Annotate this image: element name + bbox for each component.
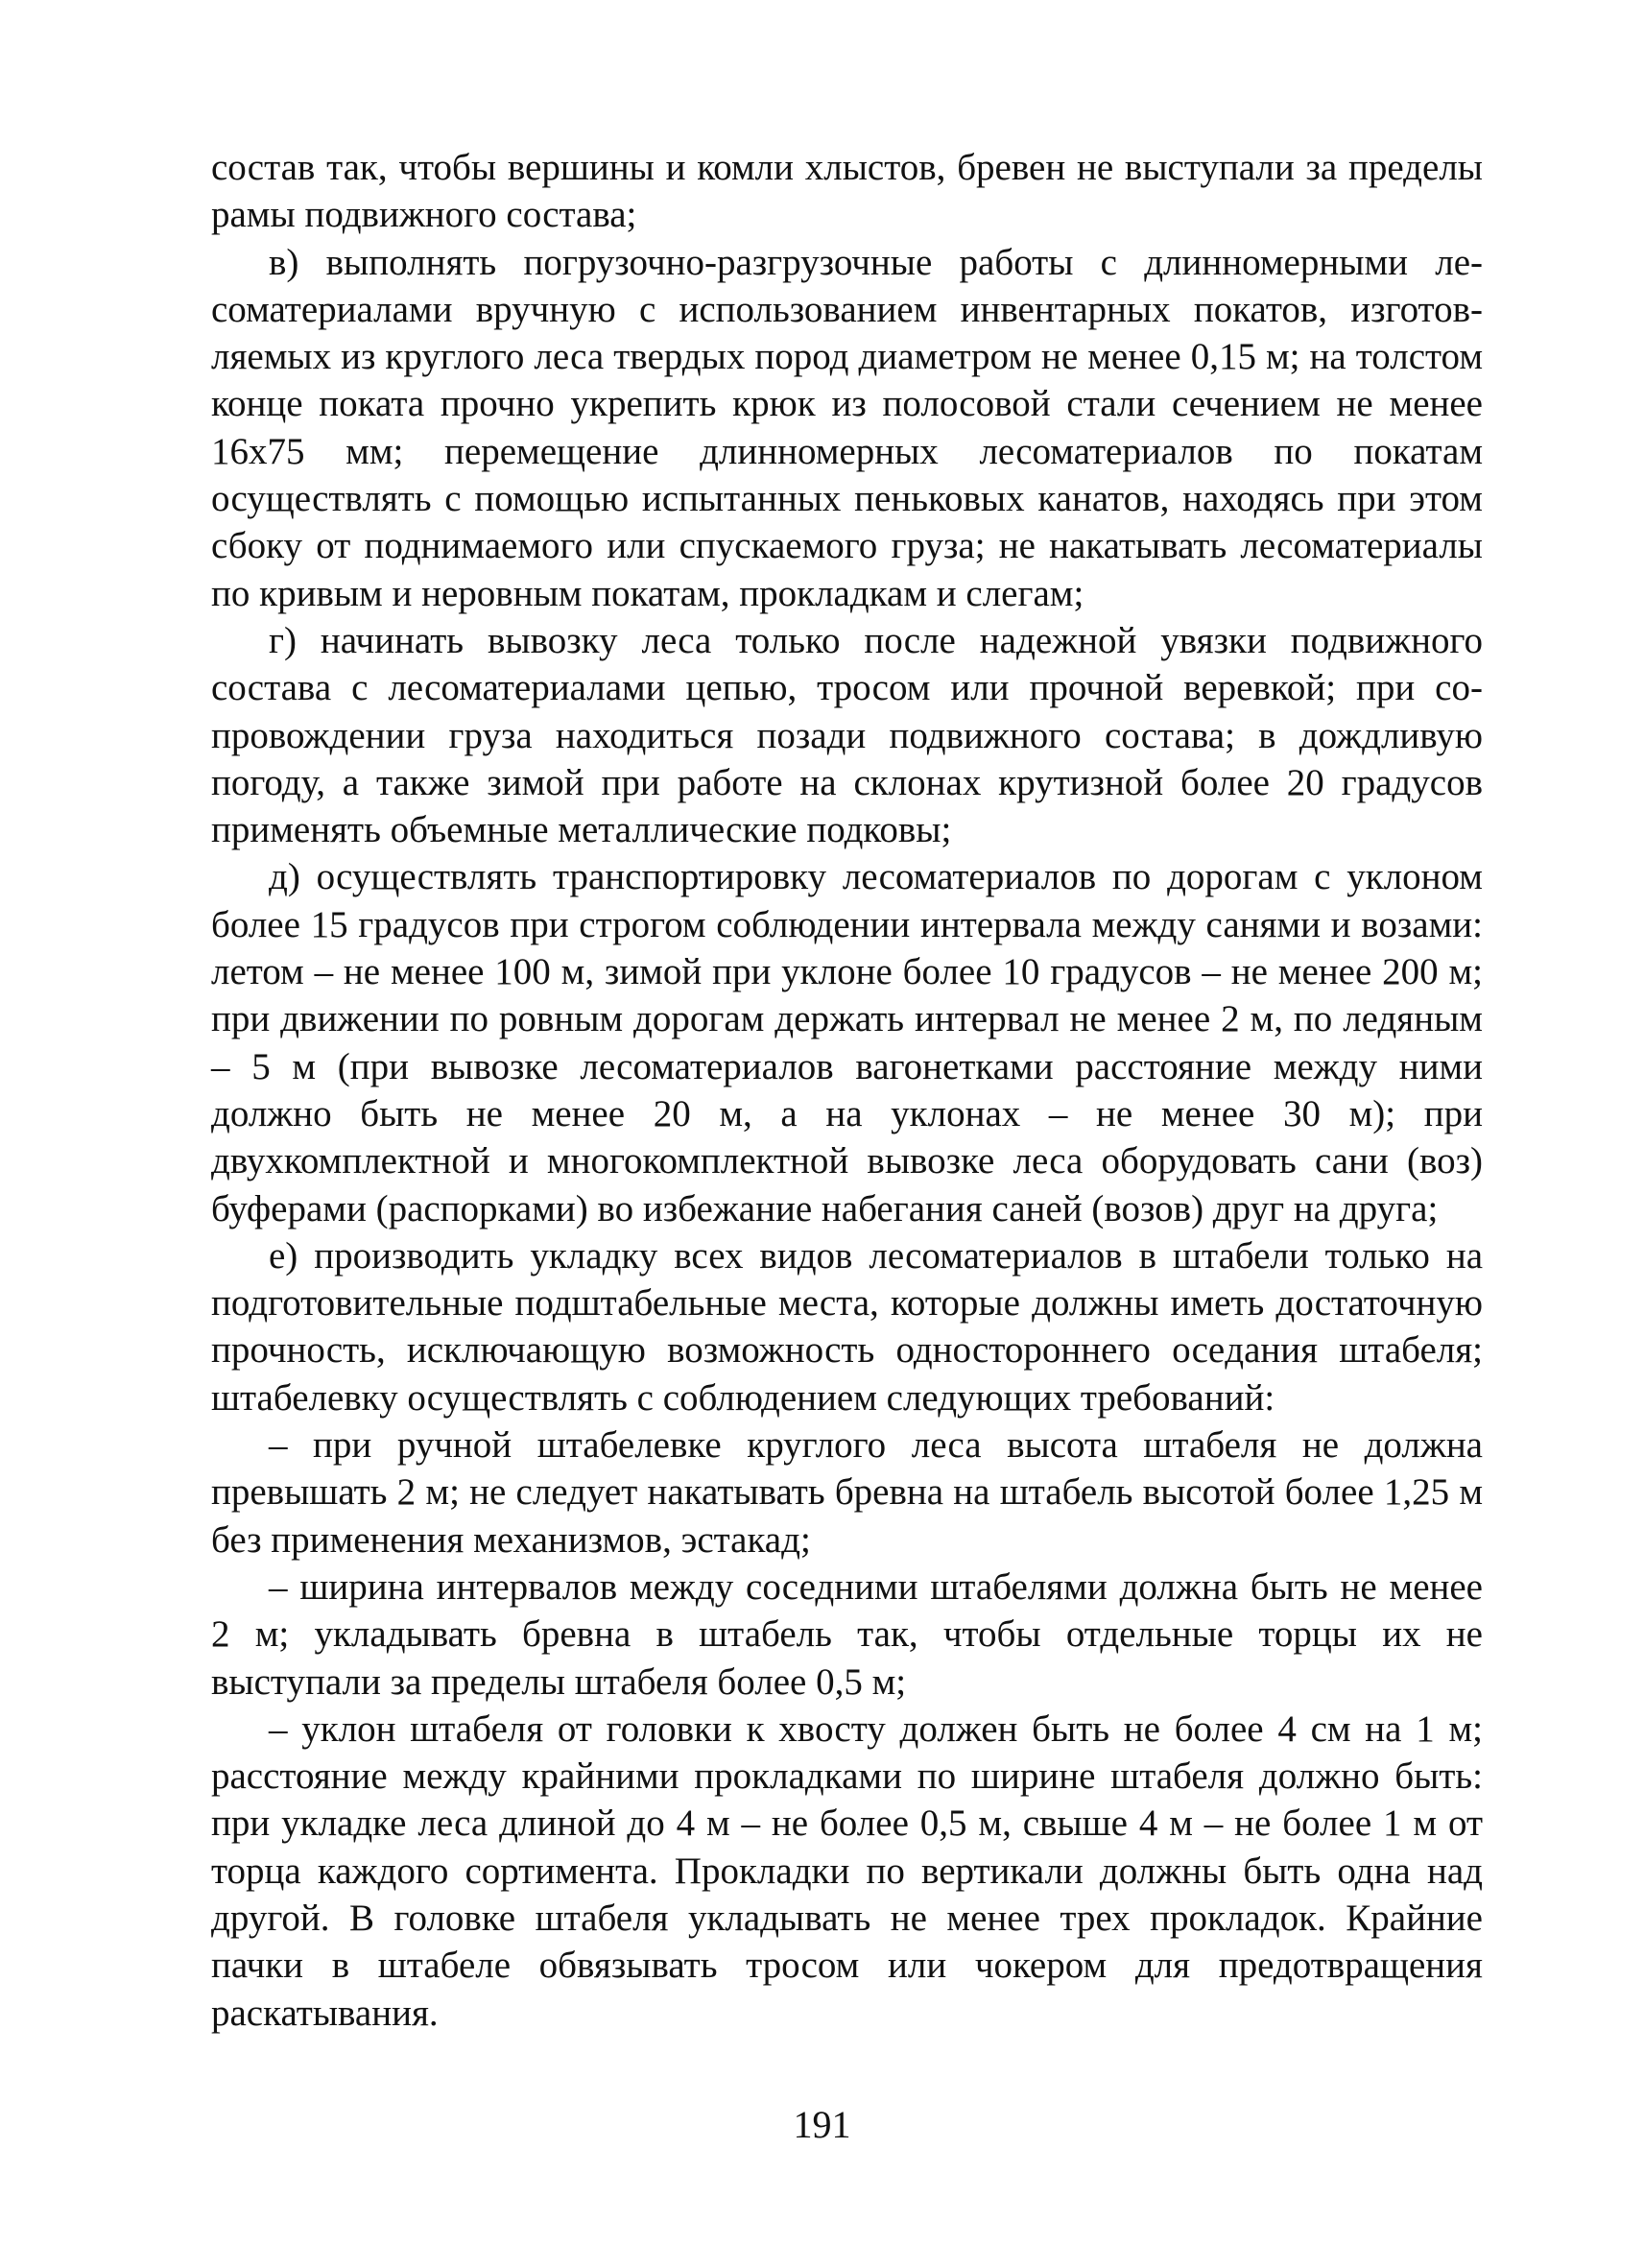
- paragraph-continuation: состав так, чтобы вершины и комли хлыстов, бревен не выступали за пределы рамы подвижного состава;: [211, 147, 1483, 236]
- paragraph-dash-1: – при ручной штабелевке круглого леса высота штабеля не должна превышать 2 м; не следует накатывать бревна на штабель высотой более 1,25 м без применения механизмов, эстакад;: [211, 1424, 1483, 1561]
- paragraph-dash-2: – ширина интервалов между соседними штабелями должна быть не менее 2 м; укладывать бревна в штабель так, чтобы отдельные торцы их не выступали за пределы штабеля более 0,5 м;: [211, 1565, 1483, 1703]
- paragraph-dash-3: – уклон штабеля от головки к хвосту должен быть не более 4 см на 1 м; расстояние между крайними прокладками по ширине штабеля должно быть: при укладке леса длиной до 4 м – не более 0,5 м, свыше 4 м – не более 1 м от торца каждого сортимента. Прокладки по вертикали должны быть одна над другой. В головке штабеля укладывать не менее трех прокладок. Крайние пачки в штабеле обвязывать тросом или чокером для предотвращения раскатывания.: [211, 1707, 1483, 2034]
- paragraph-item-e: е) производить укладку всех видов лесоматериалов в штабели только на подготовительные подштабельные места, которые должны иметь достаточную прочность, исключающую возможность одностороннего осeдания штабеля; штабелевку осуществлять с соблюдением следующих требований:: [211, 1234, 1483, 1419]
- paragraph-item-d: д) осуществлять транспортировку лесоматериалов по дорогам с уклоном более 15 градусов при строгом соблюдении интервала между санями и возами: летом – не менее 100 м, зимой при уклоне более 10 градусов – не менее 200 м; при движении по ровным дорогам держать интервал не менее 2 м, по ледяным – 5 м (при вывозке лесоматериалов вагонетками расстояние между ними должно быть не менее 20 м, а на уклонах – не менее 30 м); при двухкомплектной и многокомплектной вывозке леса оборудовать сани (воз) буферами (распорками) во избежание набегания саней (возов) друг на друга;: [211, 856, 1483, 1229]
- body-text: [211, 144, 1483, 2037]
- page-number: 191: [793, 2103, 851, 2146]
- paragraph-item-v: в) выполнять погрузочно-разгрузочные работы с длинномерными лесоматериалами вручную с использованием инвентарных покатов, изготовляемых из круглого леса твердых пород диаметром не менее 0,15 м; на толстом конце поката прочно укрепить крюк из полосовой стали сечением не менее 16x75 мм; перемещение длинномерных лесоматериалов по покатам осуществлять с помощью испытанных пеньковых канатов, находясь при этом сбоку от поднимаемого или спускаемого груза; не накатывать лесоматериалы по кривым и неровным покатам, прокладкам и слегам;: [211, 241, 1483, 614]
- paragraph-item-g: г) начинать вывозку леса только после надежной увязки подвижного состава с лесоматериалами цепью, тросом или прочной веревкой; при сопровождении груза находиться позади подвижного состава; в дождливую погоду, а также зимой при работе на склонах крутизной более 20 градусов применять объемные металлические подковы;: [211, 619, 1483, 851]
